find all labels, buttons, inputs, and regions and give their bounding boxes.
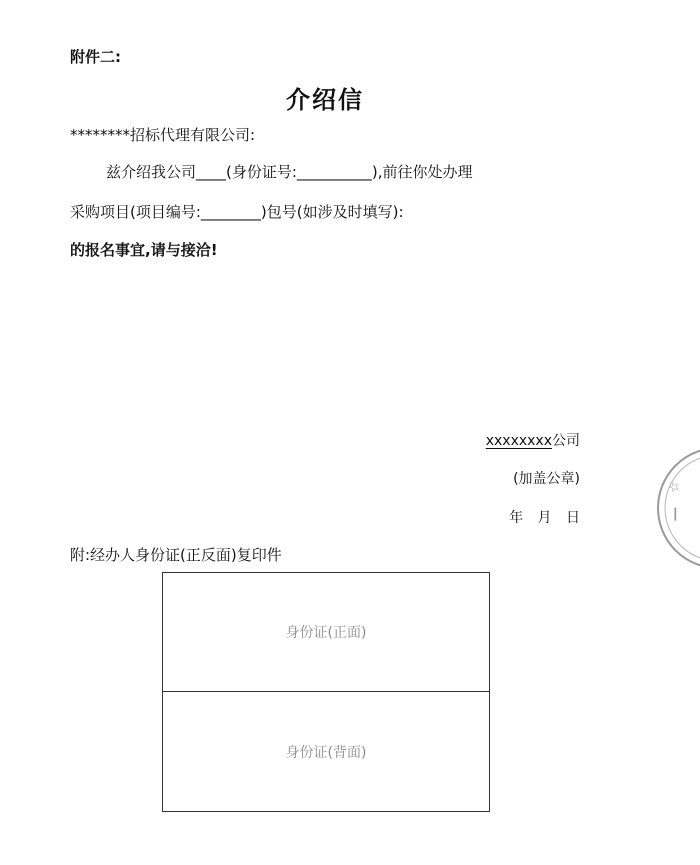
body-line-1: 兹介绍我公司____(身份证号:__________),前往你处办理 [106, 163, 473, 181]
id-card-back-label: 身份证(背面) [285, 744, 367, 761]
body-line-2: 采购项目(项目编号:________)包号(如涉及时填写): [70, 203, 404, 221]
svg-text:☆: ☆ [666, 478, 683, 497]
company-name-placeholder: xxxxxxxx [485, 433, 552, 449]
seal-note: (加盖公章) [513, 471, 580, 487]
signature-company [486, 430, 580, 450]
id-card-front-label: 身份证(正面) [285, 625, 367, 641]
id-card-front-box [162, 572, 490, 692]
document-title: 介绍信 [286, 86, 364, 114]
body-line-3: 的报名事宜,请与接洽! [70, 241, 218, 259]
company-suffix: 公司 [552, 433, 580, 449]
id-card-back-box [162, 691, 490, 812]
annex-label: 附件二: [70, 48, 121, 66]
svg-text:┃: ┃ [672, 508, 679, 521]
recipient-line: ********招标代理有限公司: [70, 126, 256, 144]
attachment-note: 附:经办人身份证(正反面)复印件 [70, 546, 282, 564]
seal-stamp-fragment [648, 438, 700, 578]
date-line: 年 月 日 [509, 510, 580, 526]
